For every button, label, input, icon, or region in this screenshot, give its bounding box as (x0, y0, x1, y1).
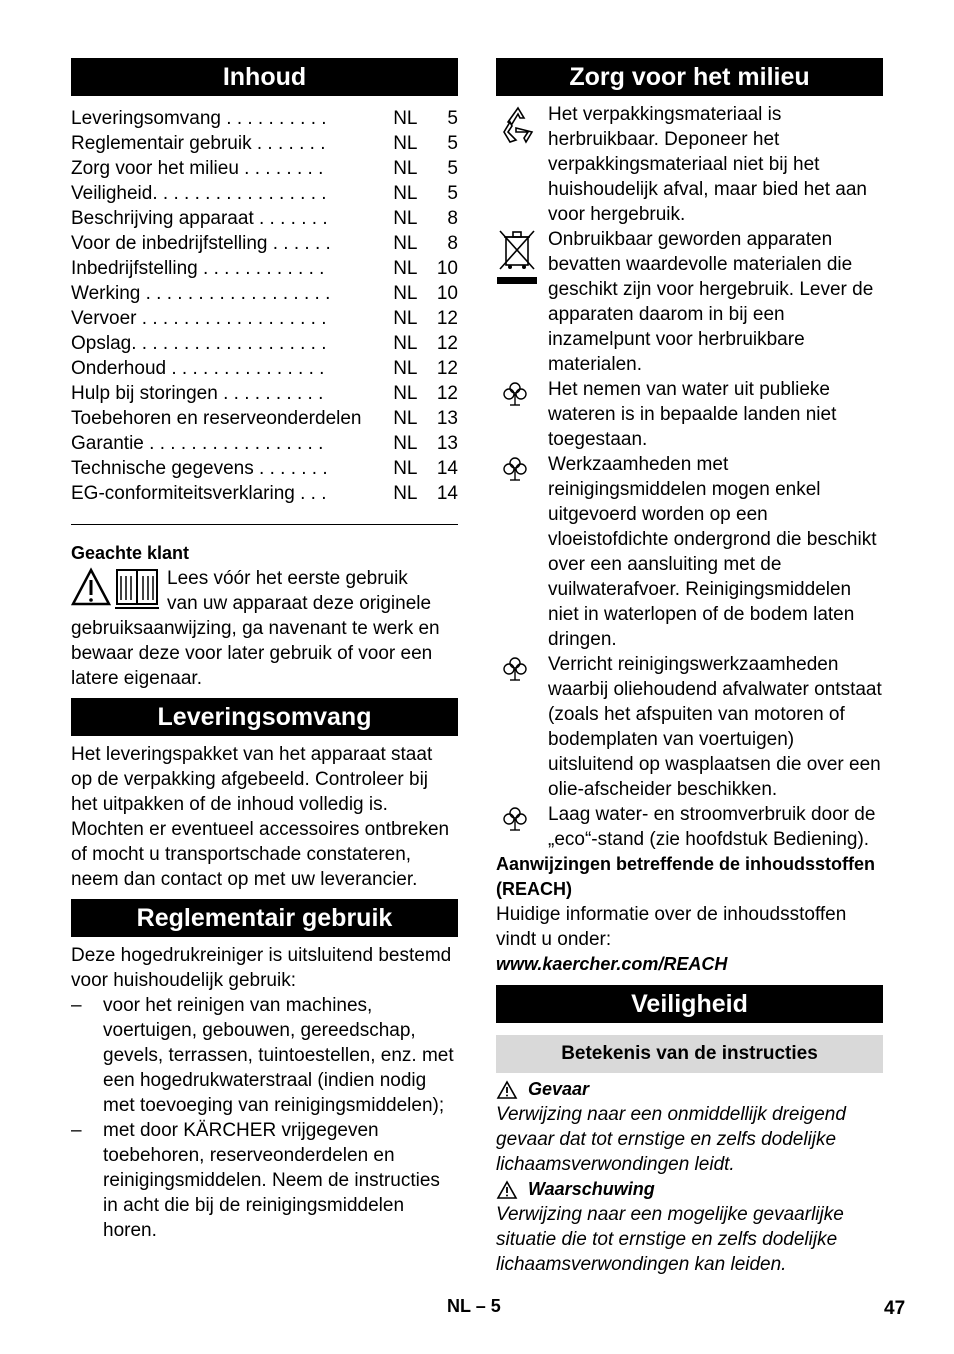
toc-entry-page: 13 (436, 433, 458, 454)
toc-entry-lang: NL (393, 233, 418, 254)
geachte-intro (71, 566, 458, 616)
toc-entry[interactable] (71, 481, 458, 506)
toc-entry-label: Leveringsomvang . . . . . . . . . . (71, 108, 327, 129)
toc-entry-lang: NL (393, 108, 418, 129)
toc-entry[interactable] (71, 331, 458, 356)
gevaar-text: Verwijzing naar een onmiddellijk dreigend gevaar dat tot ernstige en zelfs dodelijke lichaamsverwondingen leidt. (496, 1104, 846, 1175)
leveringsomvang-title: Leveringsomvang (71, 698, 458, 736)
toc-entry[interactable] (71, 181, 458, 206)
toc-entry-page: 14 (436, 483, 458, 504)
toc-entry-lang: NL (393, 483, 418, 504)
bullet-dash: – (71, 1120, 82, 1141)
toc-entry-lang: NL (393, 383, 418, 404)
toc-entry[interactable] (71, 406, 458, 431)
toc-entry-lang: NL (393, 258, 418, 279)
toc-entry[interactable] (71, 306, 458, 331)
toc-entry-label: Veiligheid. . . . . . . . . . . . . . . . . (71, 183, 327, 204)
leveringsomvang-text: Het leveringspakket van het apparaat staat op de verpakking afgebeeld. Controleer bij het uitpakken of de inhoud volledig is. Mochten er eventueel accessoires ontbreken of mocht u transportschade constateren, neem dan contact op met uw leverancier. (71, 744, 450, 890)
toc-entry-label: Vervoer . . . . . . . . . . . . . . . . . . (71, 308, 327, 329)
toc-entry-lang: NL (393, 333, 418, 354)
toc-entry-lang: NL (393, 283, 418, 304)
warning-triangle-icon (496, 1080, 518, 1100)
footer-section-label: NL – 5 (447, 1296, 501, 1316)
table-of-contents (71, 106, 458, 506)
toc-entry[interactable] (71, 256, 458, 281)
toc-entry-page: 8 (447, 233, 458, 254)
toc-entry-lang: NL (393, 308, 418, 329)
reglementair-bullet-2: – met door KÄRCHER vrijgegeven toebehoren, reserveonderdelen en reinigingsmiddelen. Neem de instructies in acht die bij de reinigingsmiddelen horen. (71, 1120, 440, 1241)
toc-entry[interactable] (71, 281, 458, 306)
toc-entry[interactable] (71, 381, 458, 406)
toc-entry-page: 12 (436, 333, 458, 354)
milieu-item-oil: Verricht reinigingswerkzaamheden waarbij oliehoudend afvalwater ontstaat (zoals het afspuiten van motoren of bodemplaten van voertuigen) uitsluitend op wasplaatsen die over een olie-afscheider beschikken. (496, 652, 883, 802)
toc-entry-label: Reglementair gebruik . . . . . . . (71, 133, 326, 154)
toc-entry-page: 5 (447, 133, 458, 154)
toc-entry-page: 5 (447, 158, 458, 179)
toc-entry-lang: NL (393, 458, 418, 479)
toc-entry[interactable] (71, 456, 458, 481)
toc-entry-page: 12 (436, 383, 458, 404)
toc-entry-page: 8 (447, 208, 458, 229)
reglementair-title: Reglementair gebruik (71, 899, 458, 937)
toc-entry-label: Zorg voor het milieu . . . . . . . . (71, 158, 324, 179)
toc-entry-page: 12 (436, 358, 458, 379)
geachte-line1: Lees vóór het eerste gebruik (167, 568, 408, 589)
toc-entry[interactable] (71, 431, 458, 456)
toc-entry-label: Inbedrijfstelling . . . . . . . . . . . . (71, 258, 325, 279)
toc-entry-label: Opslag. . . . . . . . . . . . . . . . . . . (71, 333, 327, 354)
toc-entry-page: 14 (436, 458, 458, 479)
toc-entry-label: Beschrijving apparaat . . . . . . . (71, 208, 328, 229)
right-column (496, 58, 883, 1277)
milieu-item-cleaning: Werkzaamheden met reinigingsmiddelen mogen enkel uitgevoerd worden op een vloeistofdichte ondergrond die beschikt over een aansluiting met de vuilwaterafvoer. Reinigingsmiddelen niet in waterlopen of de bodem laten dringen. (496, 452, 883, 652)
reach-text: Huidige informatie over de inhoudsstoffen vindt u onder: (496, 904, 847, 950)
recycle-icon (496, 102, 548, 227)
toc-entry-lang: NL (393, 133, 418, 154)
toc-entry[interactable] (71, 131, 458, 156)
toc-entry[interactable] (71, 356, 458, 381)
toc-entry-lang: NL (393, 208, 418, 229)
gevaar-heading: Gevaar (496, 1077, 883, 1102)
divider (71, 524, 458, 525)
toc-entry[interactable] (71, 156, 458, 181)
toc-entry-page: 5 (447, 183, 458, 204)
milieu-item-eco: Laag water- en stroomverbruik door de „eco“-stand (zie hoofdstuk Bediening). (496, 802, 883, 852)
toc-entry[interactable] (71, 231, 458, 256)
toc-entry-label: Hulp bij storingen . . . . . . . . . . (71, 383, 324, 404)
warning-triangle-icon (496, 1180, 518, 1200)
veiligheid-title: Veiligheid (496, 985, 883, 1023)
toc-entry-label: Onderhoud . . . . . . . . . . . . . . . (71, 358, 325, 379)
environment-tree-icon (496, 377, 548, 452)
milieu-title: Zorg voor het milieu (496, 58, 883, 96)
reach-heading: Aanwijzingen betreffende de inhoudsstoffen (REACH) (496, 854, 876, 899)
toc-entry-page: 10 (436, 283, 458, 304)
reach-link[interactable]: www.kaercher.com/REACH (496, 954, 728, 974)
inhoud-title: Inhoud (71, 58, 458, 96)
toc-entry-lang: NL (393, 433, 418, 454)
left-column (71, 58, 458, 1243)
milieu-item-water: Het nemen van water uit publieke wateren is in bepaalde landen niet toegestaan. (496, 377, 883, 452)
toc-entry[interactable] (71, 106, 458, 131)
toc-entry-page: 13 (436, 408, 458, 429)
toc-entry-lang: NL (393, 408, 418, 429)
toc-entry-page: 5 (447, 108, 458, 129)
toc-entry-label: Garantie . . . . . . . . . . . . . . . . . (71, 433, 324, 454)
geachte-heading: Geachte klant (71, 543, 190, 563)
page-number: 47 (884, 1298, 906, 1319)
toc-entry-page: 12 (436, 308, 458, 329)
geachte-text: gebruiksaanwijzing, ga navenant te werk en bewaar deze voor later gebruik of voor een latere eigenaar. (71, 618, 440, 689)
toc-entry-label: Technische gegevens . . . . . . . (71, 458, 328, 479)
toc-entry-label: EG-conformiteitsverklaring . . . (71, 483, 327, 504)
toc-entry-label: Toebehoren en reserveonderdelen (71, 408, 362, 429)
toc-entry-lang: NL (393, 158, 418, 179)
waarschuwing-heading: Waarschuwing (496, 1177, 883, 1202)
veiligheid-subtitle: Betekenis van de instructies (496, 1035, 883, 1073)
milieu-item-bin: Onbruikbaar geworden apparaten bevatten waardevolle materialen die geschikt zijn voor hergebruik. Lever de apparaten daarom in bij een inzamelpunt voor herbruikbare materialen. (496, 227, 883, 377)
toc-entry-label: Voor de inbedrijfstelling . . . . . . (71, 233, 331, 254)
warning-manual-icons (71, 566, 167, 612)
bullet-dash: – (71, 995, 82, 1016)
reglementair-intro: Deze hogedrukreiniger is uitsluitend bestemd voor huishoudelijk gebruik: (71, 945, 452, 991)
environment-tree-icon (496, 652, 548, 802)
toc-entry[interactable] (71, 206, 458, 231)
waarschuwing-text: Verwijzing naar een mogelijke gevaarlijke situatie die tot ernstige en zelfs dodelijke lichaamsverwondingen kan leiden. (496, 1204, 844, 1275)
environment-tree-icon (496, 802, 548, 852)
geachte-line2: van uw apparaat deze originele (167, 593, 432, 614)
reglementair-bullet-1: – voor het reinigen van machines, voertuigen, gebouwen, gereedschap, gevels, terrassen, tuintoestellen, enz. met een hogedrukwaterstraal (indien nodig met toevoeging van reinigingsmiddelen); (71, 995, 454, 1116)
toc-entry-page: 10 (436, 258, 458, 279)
milieu-item-recycle: Het verpakkingsmateriaal is herbruikbaar. Deponeer het verpakkingsmateriaal niet bij het huishoudelijk afval, maar bied het aan voor hergebruik. (496, 102, 883, 227)
toc-entry-lang: NL (393, 183, 418, 204)
toc-entry-lang: NL (393, 358, 418, 379)
environment-tree-icon (496, 452, 548, 652)
toc-entry-label: Werking . . . . . . . . . . . . . . . . . . (71, 283, 331, 304)
warning-read-manual-icon (71, 566, 167, 612)
crossed-bin-icon (496, 227, 548, 377)
